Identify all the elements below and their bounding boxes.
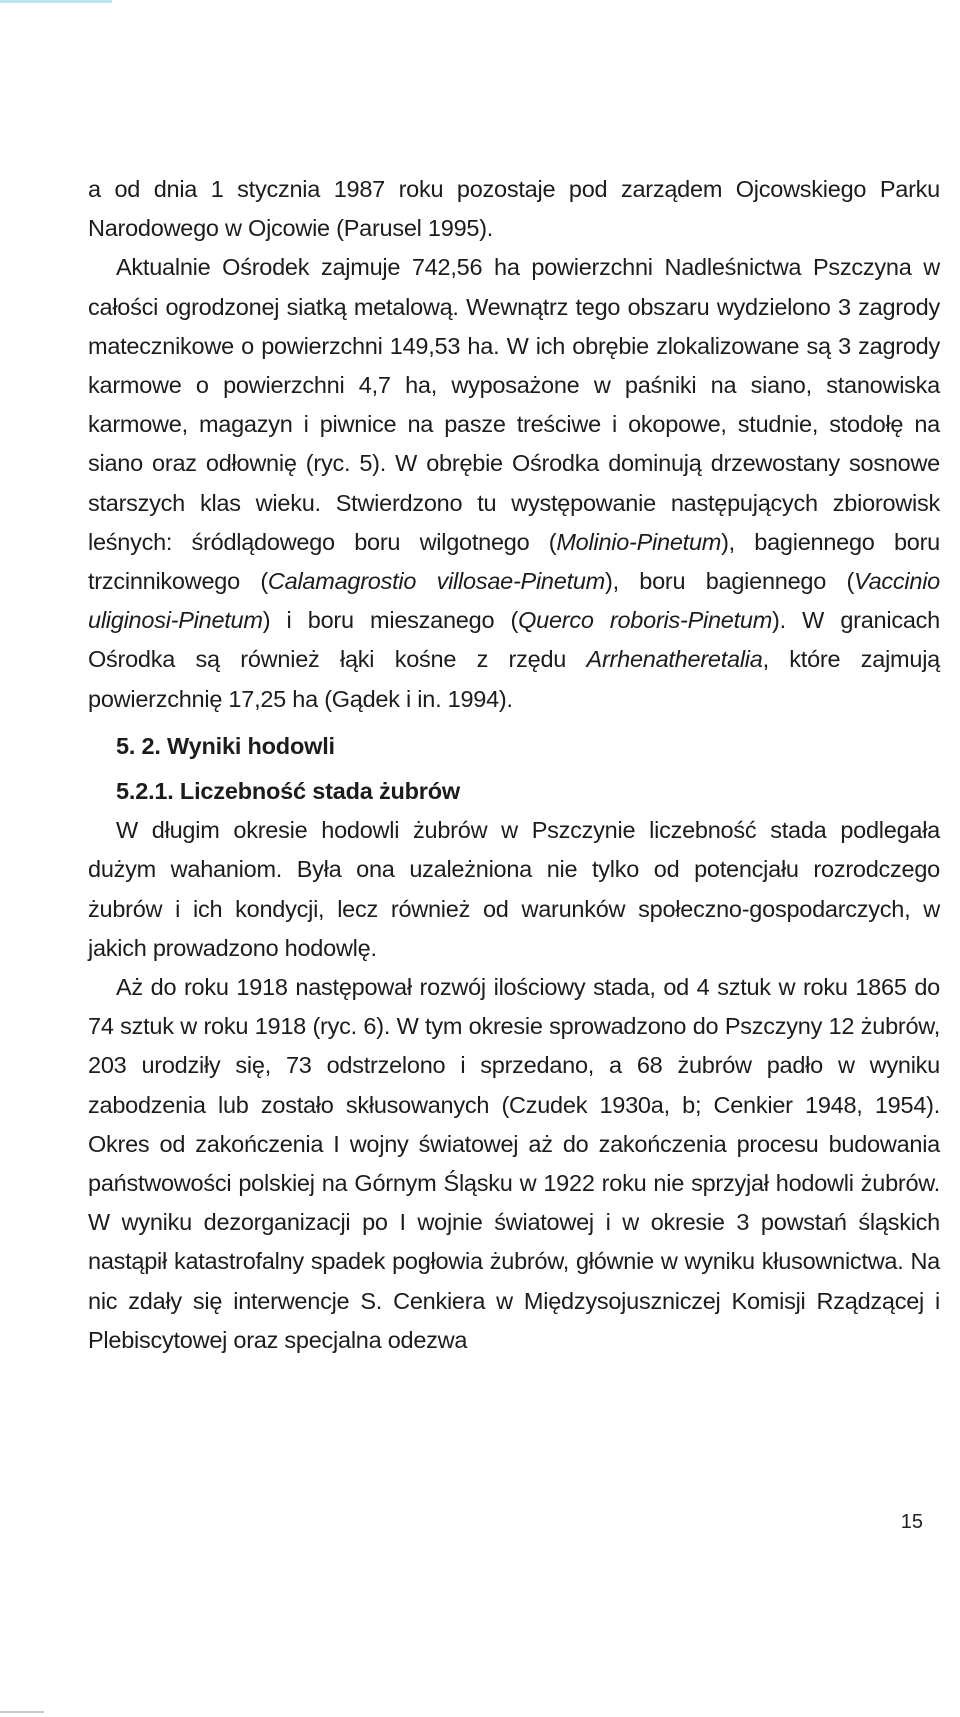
species-name-calamagrostio: Calamagrostio villosae-Pinetum — [267, 568, 605, 595]
paragraph-2-text-b: ), bagiennego boru trzcinnikowego ( — [88, 528, 941, 595]
species-name-querco: Querco roboris-Pinetum — [518, 607, 773, 634]
page-foot-mark — [0, 1711, 44, 1713]
section-heading: 5. 2. Wyniki hodowli — [116, 732, 335, 759]
species-name-arrhenatheretalia: Arrhenatheretalia — [586, 646, 763, 673]
paragraph-4: Aż do roku 1918 następował rozwój ilościowy stada, od 4 sztuk w roku 1865 do 74 sztuk w roku 1918 (ryc. 6). W tym okresie sprowadzono do Pszczyny 12 żubrów, 203 urodziły się, 73 odstrzelono i sprzedano, a 68 żubrów padło w wyniku zabodzenia lub zostało skłusowanych (Czudek 1930a, b; Cenkier 1948, 1954). Okres od zakończenia I wojny światowej aż do zakończenia procesu budowania państwowości polskiej na Górnym Śląsku w 1922 roku nie sprzyjał hodowli żubrów. W wyniku dezorganizacji po I wojnie światowej i w okresie 3 powstań śląskich nastąpił katastrofalny spadek pogłowia żubrów, głównie w wyniku kłusownictwa. Na nic zdały się interwencje S. Cenkiera w Międzysojuszniczej Komisji Rządzącej i Plebiscytowej oraz specjalna odezwa — [88, 974, 940, 1353]
page-number: 15 — [900, 1511, 923, 1533]
paragraph-2 — [88, 248, 940, 718]
species-name-molinio-pinetum: Molinio-Pinetum — [556, 528, 722, 555]
paragraph-1: a od dnia 1 stycznia 1987 roku pozostaje pod zarządem Ojcowskiego Parku Narodowego w Ojcowie (Parusel 1995). — [88, 176, 940, 242]
paragraph-2-text-f: , które zajmują powierzchnię 17,25 ha (Gądek i in. 1994). — [88, 646, 940, 712]
paragraph-2-text-d: ) i boru mieszanego ( — [262, 607, 519, 634]
paragraph-2-text-a: Aktualnie Ośrodek zajmuje 742,56 ha powierzchni Nadleśnictwa Pszczyna w całości ogrodzonej siatką metalową. Wewnątrz tego obszaru wydzielono 3 zagrody matecznikowe o powierzchni 149,53 ha. W ich obrębie zlokalizowane są 3 zagrody karmowe o powierzchni 4,7 ha, wyposażone w paśniki na siano, stanowiska karmowe, magazyn i piwnice na pasze treściwe i okopowe, studnie, stodołę na siano oraz odłownię (ryc. 5). W obrębie Ośrodka dominują drzewostany sosnowe starszych klas wieku. Stwierdzono tu występowanie następujących zbiorowisk leśnych: śródlądowego boru wilgotnego ( — [88, 254, 940, 555]
page-body — [88, 170, 940, 1360]
paragraph-3: W długim okresie hodowli żubrów w Pszczynie liczebność stada podlegała dużym wahaniom. Była ona uzależniona nie tylko od potencjału rozrodczego żubrów i ich kondycji, lecz również od warunków społeczno-gospodarczych, w jakich prowadzono hodowlę. — [88, 817, 940, 961]
subsection-heading: 5.2.1. Liczebność stada żubrów — [116, 778, 460, 805]
paragraph-2-text-e: ). W granicach Ośrodka są również łąki kośne z rzędu — [88, 607, 940, 673]
species-name-vaccinio: Vaccinio uliginosi-Pinetum — [88, 568, 940, 634]
paragraph-2-text-c: ), boru bagiennego ( — [605, 568, 855, 595]
page-corner-mark — [0, 0, 112, 3]
